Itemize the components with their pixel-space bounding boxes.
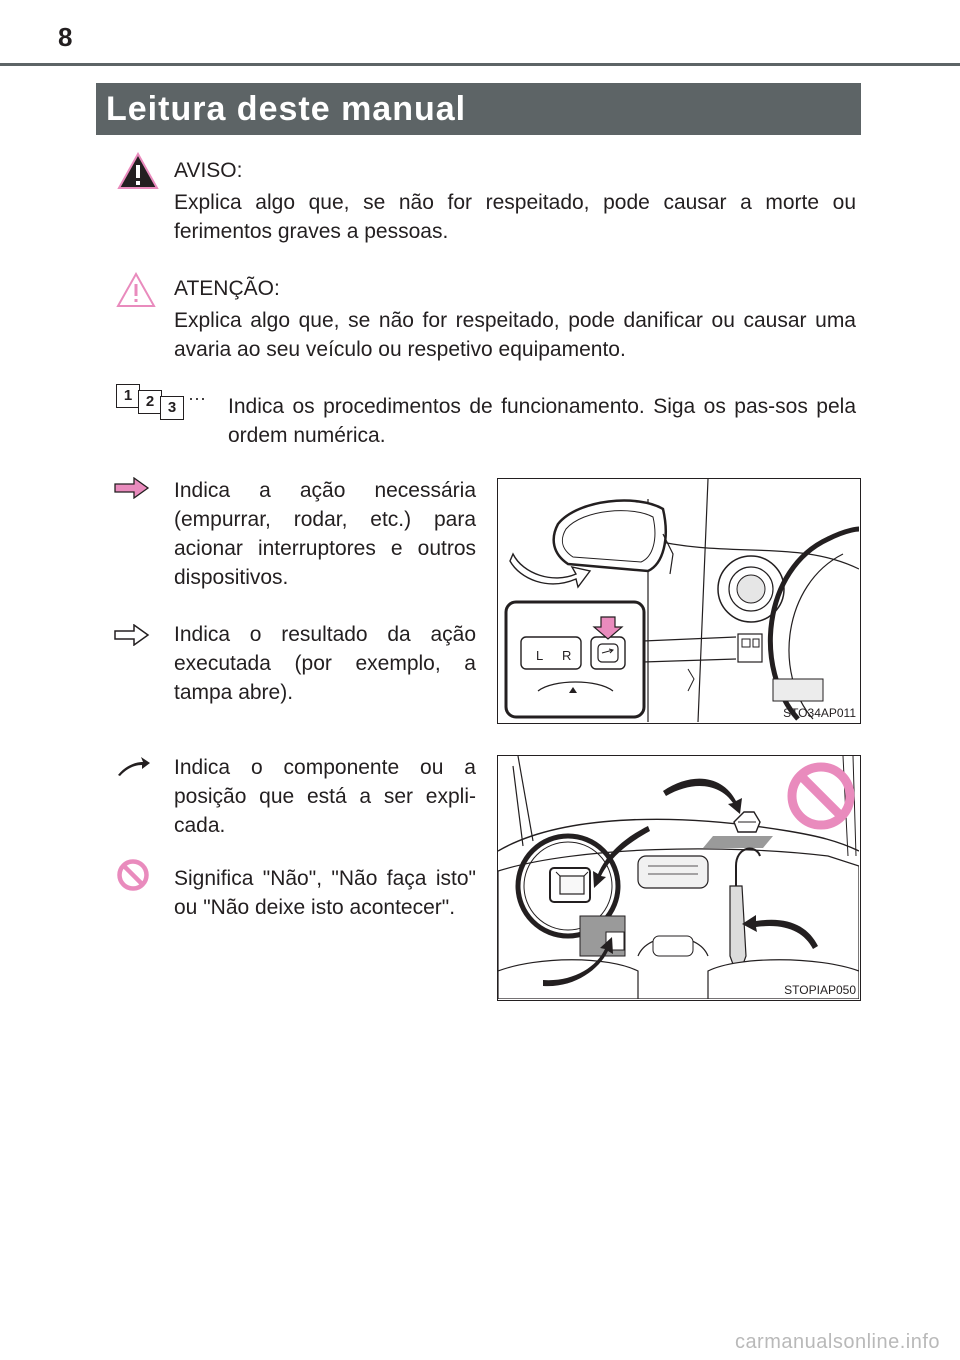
switch-label-left: L [536,648,544,663]
figure-id-mirror: STO34AP011 [783,706,856,720]
warning-triangle-filled-icon [117,152,159,195]
action-arrow-filled-icon [114,477,150,504]
aviso-body: Explica algo que, se não for respeitado, pode causar a morte ou ferimentos graves a pessoas. [174,191,856,243]
switch-label-right: R [562,648,572,663]
atencao-heading: ATENÇÃO: [174,277,280,300]
page-number: 8 [58,22,73,52]
result-arrow-outline-icon [114,624,150,651]
numbered-steps-icon [116,384,212,420]
steps-body: Indica os procedimentos de funcionamento. Siga os pas-sos pela ordem numérica. [228,395,856,447]
step-badge-2: 2 [138,390,162,414]
prohibited-body: Significa "Não", "Não faça isto" ou "Não deixe isto acontecer". [174,867,476,919]
caution-triangle-outline-icon [116,272,156,313]
step-dots: ··· [188,388,206,408]
pointer-arrow-icon [115,756,151,783]
step-badge-1: 1 [116,384,140,408]
figure-id-dashboard: STOPIAP050 [784,983,856,997]
result-body: Indica o resultado da ação executada (por exemplo, a tampa abre). [174,623,476,704]
action-body: Indica a ação necessária (empurrar, rodar, etc.) para acionar interruptores e outros dispositivos. [174,479,476,589]
dashboard-prohibited-illustration [497,755,861,1001]
section-title: Leitura deste manual [96,83,861,135]
watermark: carmanualsonline.info [734,1331,940,1353]
prohibited-icon [116,858,150,897]
component-body: Indica o componente ou a posição que está a ser expli-cada. [174,756,476,837]
aviso-heading: AVISO: [174,159,243,182]
step-badge-3: 3 [160,396,184,420]
atencao-body: Explica algo que, se não for respeitado, pode danificar ou causar uma avaria ao seu veículo ou respetivo equipamento. [174,309,856,361]
mirror-adjust-illustration [497,478,861,724]
top-rule [0,63,960,66]
